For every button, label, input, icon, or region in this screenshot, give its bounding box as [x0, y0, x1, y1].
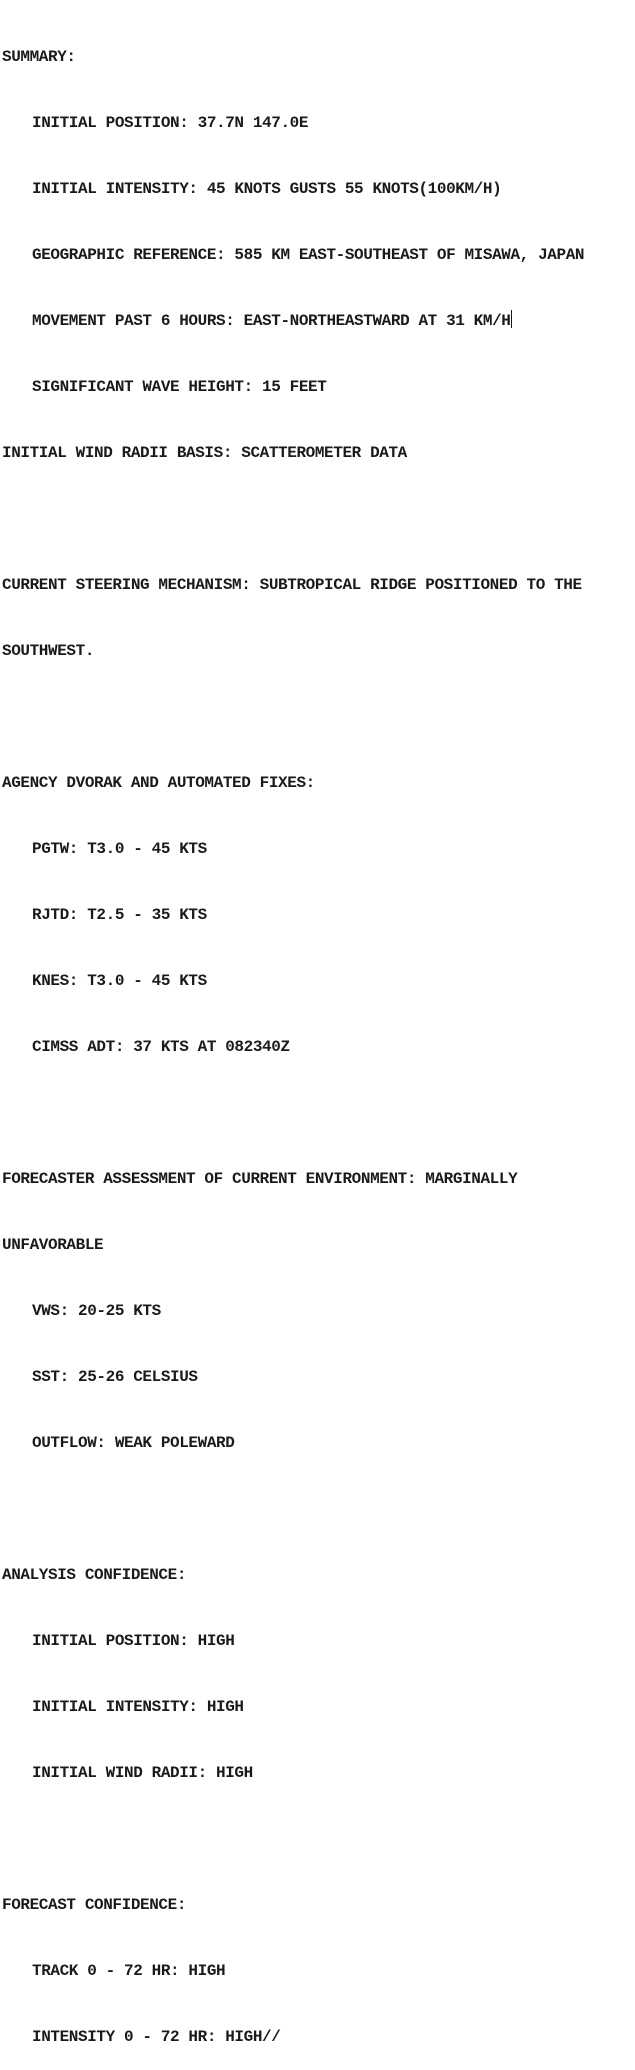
dvorak-fix-rjtd: RJTD: T2.5 - 35 KTS [32, 906, 207, 924]
summary-movement-line [2, 310, 635, 332]
blank-line [2, 1102, 635, 1124]
blank-line [2, 508, 635, 530]
forecast-intensity: INTENSITY 0 - 72 HR: HIGH// [32, 2028, 281, 2046]
analysis-initial-wind-radii: INITIAL WIND RADII: HIGH [32, 1764, 253, 1782]
text-cursor [511, 310, 512, 328]
blank-line [2, 1828, 635, 1850]
summary-geographic-reference: GEOGRAPHIC REFERENCE: 585 KM EAST-SOUTHEAST OF MISAWA, JAPAN [32, 246, 585, 264]
environment-outflow: OUTFLOW: WEAK POLEWARD [32, 1434, 235, 1452]
environment-line-2: UNFAVORABLE [2, 1236, 104, 1254]
summary-initial-position: INITIAL POSITION: 37.7N 147.0E [32, 114, 309, 132]
forecast-track: TRACK 0 - 72 HR: HIGH [32, 1962, 226, 1980]
bulletin-text [2, 2, 635, 2070]
summary-heading: SUMMARY: [2, 48, 76, 66]
summary-wave-height: SIGNIFICANT WAVE HEIGHT: 15 FEET [32, 378, 327, 396]
dvorak-fix-cimss: CIMSS ADT: 37 KTS AT 082340Z [32, 1038, 290, 1056]
blank-line [2, 706, 635, 728]
dvorak-fix-knes: KNES: T3.0 - 45 KTS [32, 972, 207, 990]
steering-line-1: CURRENT STEERING MECHANISM: SUBTROPICAL RIDGE POSITIONED TO THE [2, 576, 582, 594]
dvorak-fix-pgtw: PGTW: T3.0 - 45 KTS [32, 840, 207, 858]
summary-wind-radii-basis: INITIAL WIND RADII BASIS: SCATTEROMETER DATA [2, 444, 407, 462]
environment-line-1: FORECASTER ASSESSMENT OF CURRENT ENVIRONMENT: MARGINALLY [2, 1170, 518, 1188]
analysis-confidence-heading: ANALYSIS CONFIDENCE: [2, 1566, 187, 1584]
environment-sst: SST: 25-26 CELSIUS [32, 1368, 198, 1386]
dvorak-heading: AGENCY DVORAK AND AUTOMATED FIXES: [2, 774, 315, 792]
summary-initial-intensity: INITIAL INTENSITY: 45 KNOTS GUSTS 55 KNOTS(100KM/H) [32, 180, 502, 198]
environment-vws: VWS: 20-25 KTS [32, 1302, 161, 1320]
blank-line [2, 1498, 635, 1520]
summary-movement: MOVEMENT PAST 6 HOURS: EAST-NORTHEASTWARD AT 31 KM/H [32, 312, 511, 330]
steering-line-2: SOUTHWEST. [2, 642, 95, 660]
analysis-initial-intensity: INITIAL INTENSITY: HIGH [32, 1698, 244, 1716]
forecast-confidence-heading: FORECAST CONFIDENCE: [2, 1896, 187, 1914]
analysis-initial-position: INITIAL POSITION: HIGH [32, 1632, 235, 1650]
